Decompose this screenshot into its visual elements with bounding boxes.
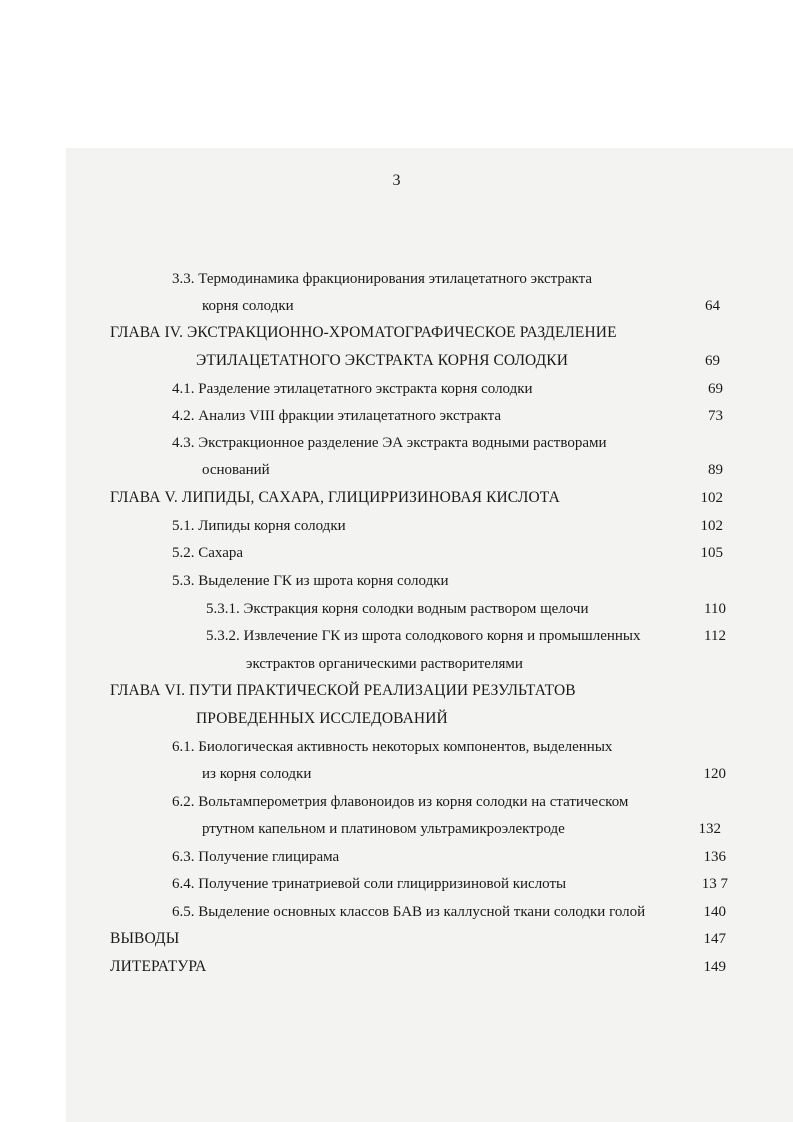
toc-entry-5-3-1: 5.3.1. Экстракция корня солодки водным раствором щелочи	[206, 601, 589, 617]
toc-page-ch4: 69	[705, 353, 720, 369]
toc-page-4-3: 89	[708, 462, 723, 478]
toc-page-6-1: 120	[703, 766, 726, 782]
toc-entry-5-1: 5.1. Липиды корня солодки	[172, 518, 346, 534]
toc-chapter-6: ГЛАВА VI. ПУТИ ПРАКТИЧЕСКОЙ РЕАЛИЗАЦИИ РЕЗУЛЬТАТОВ	[110, 682, 576, 699]
toc-page-5-3-1: 110	[704, 601, 726, 617]
toc-entry-6-3: 6.3. Получение глицирама	[172, 849, 340, 865]
toc-entry-5-3-2: 5.3.2. Извлечение ГК из шрота солодкового корня и промышленных	[206, 628, 641, 644]
toc-page-3-3: 64	[705, 298, 720, 314]
toc-entry-5-2: 5.2. Сахара	[172, 545, 244, 561]
toc-conclusions: ВЫВОДЫ	[110, 930, 180, 947]
toc-page-5-2: 105	[700, 545, 723, 561]
toc-entry-4-3: 4.3. Экстракционное разделение ЭА экстракта водными растворами	[172, 435, 607, 451]
toc-entry-6-1: 6.1. Биологическая активность некоторых компонентов, выделенных	[172, 739, 613, 755]
toc-page-5-3-2: 112	[704, 628, 726, 644]
toc-chapter-5: ГЛАВА V. ЛИПИДЫ, САХАРА, ГЛИЦИРРИЗИНОВАЯ КИСЛОТА	[110, 489, 560, 506]
toc-entry-5-3: 5.3. Выделение ГК из шрота корня солодки	[172, 573, 449, 589]
toc-page-5-1: 102	[700, 518, 723, 534]
toc-chapter-4-cont: ЭТИЛАЦЕТАТНОГО ЭКСТРАКТА КОРНЯ СОЛОДКИ	[196, 352, 568, 369]
toc-chapter-6-cont: ПРОВЕДЕННЫХ ИССЛЕДОВАНИЙ	[196, 710, 448, 727]
toc-entry-4-3-cont: оснований	[202, 462, 270, 478]
toc-page-6-2: 132	[698, 821, 721, 837]
page-number: 3	[392, 172, 401, 189]
toc-entry-4-1: 4.1. Разделение этилацетатного экстракта корня солодки	[172, 381, 533, 397]
toc-literature: ЛИТЕРАТУРА	[110, 958, 207, 975]
toc-entry-6-4: 6.4. Получение тринатриевой соли глицирризиновой кислоты	[172, 876, 567, 892]
toc-entry-3-3: 3.3. Термодинамика фракционирования этилацетатного экстракта	[172, 271, 593, 287]
toc-chapter-4: ГЛАВА IV. ЭКСТРАКЦИОННО-ХРОМАТОГРАФИЧЕСКОЕ РАЗДЕЛЕНИЕ	[110, 324, 617, 341]
toc-page-literature: 149	[703, 959, 726, 975]
toc-page-4-1: 69	[708, 381, 723, 397]
toc-page-6-4: 13 7	[701, 876, 728, 892]
toc-entry-6-5: 6.5. Выделение основных классов БАВ из каллусной ткани солодки голой	[172, 904, 646, 920]
toc-page-4-2: 73	[708, 408, 723, 424]
toc-entry-4-2: 4.2. Анализ VIII фракции этилацетатного экстракта	[172, 408, 502, 424]
toc-page-ch5: 102	[700, 490, 723, 506]
toc-entry-3-3-cont: корня солодки	[202, 298, 294, 314]
toc-entry-6-1-cont: из корня солодки	[202, 766, 312, 782]
toc-entry-6-2-cont: ртутном капельном и платиновом ультрамикроэлектроде	[202, 821, 565, 837]
toc-page-6-3: 136	[703, 849, 726, 865]
toc-entry-5-3-2-cont: экстрактов органическими растворителями	[246, 656, 523, 672]
toc-entry-6-2: 6.2. Вольтамперометрия флавоноидов из корня солодки на статическом	[172, 794, 629, 810]
toc-page-conclusions: 147	[703, 931, 726, 947]
toc-page-6-5: 140	[703, 904, 726, 920]
